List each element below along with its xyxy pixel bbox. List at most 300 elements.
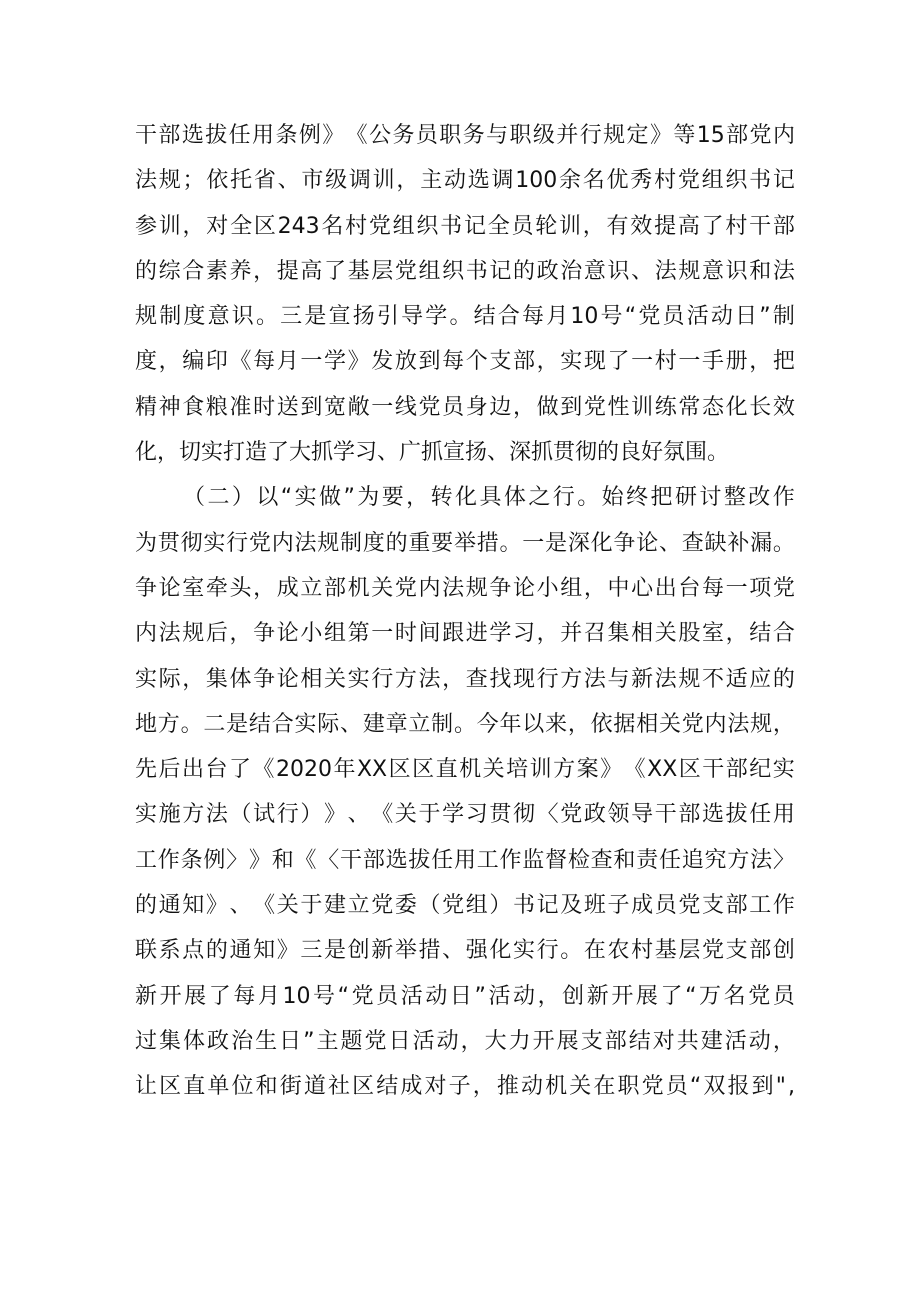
text-glyph: ， (460, 1028, 483, 1054)
text-glyph: 子 (607, 893, 630, 919)
text-glyph: 做 (536, 394, 559, 420)
text-glyph: 党 (394, 258, 417, 284)
text-glyph: 织 (416, 213, 439, 239)
text-glyph: 调 (491, 168, 514, 194)
text-glyph: 记 (489, 258, 512, 284)
text-glyph: 活 (488, 983, 511, 1009)
text-glyph: 在 (593, 1074, 616, 1100)
text-glyph: 了 (229, 757, 252, 783)
text-glyph: 养 (229, 258, 252, 284)
text-glyph: “ (280, 485, 293, 511)
text-glyph: 党 (248, 530, 271, 556)
text-glyph: 做 (319, 485, 342, 511)
text-line: 化，切实打造了大抓学习、广抓宣扬、深抓贯彻的良好氛围。 (135, 440, 730, 466)
paragraph-heading-line (135, 475, 795, 520)
text-glyph: 高 (300, 258, 323, 284)
text-glyph: 意 (583, 258, 606, 284)
text-glyph: 及 (560, 893, 583, 919)
text-glyph: 查 (681, 530, 704, 556)
text-glyph: 支 (580, 1028, 603, 1054)
text-glyph: 制 (772, 304, 795, 330)
text-glyph: 查 (465, 666, 488, 692)
text-glyph: 结 (248, 711, 271, 737)
text-glyph: 。 (449, 304, 472, 330)
text-glyph: 推 (496, 1074, 519, 1100)
text-glyph: 高 (677, 213, 700, 239)
text-glyph: 活 (686, 304, 709, 330)
text-glyph: 题 (340, 1028, 363, 1054)
text-glyph: 度 (135, 349, 158, 375)
text-glyph: 以 (256, 485, 279, 511)
text-glyph: 区 (678, 757, 701, 783)
text-glyph: 相 (300, 666, 323, 692)
text-glyph: 综 (158, 258, 181, 284)
text-glyph: 党 (681, 711, 704, 737)
text-glyph: 整 (723, 485, 746, 511)
text-glyph: 书 (513, 893, 536, 919)
text-glyph: 集 (159, 1028, 182, 1054)
text-glyph: 公 (369, 123, 392, 148)
text-glyph: 立 (300, 575, 323, 601)
text-glyph: 争 (253, 621, 276, 647)
text-glyph: 贯 (489, 802, 512, 828)
text-glyph: 关 (482, 757, 505, 783)
text-glyph: 动 (521, 1074, 544, 1100)
text-glyph: 每 (233, 983, 256, 1009)
text-glyph: 《 (229, 349, 252, 375)
text-glyph: 的 (513, 258, 536, 284)
text-glyph: 时 (253, 394, 276, 420)
text-glyph: 间 (418, 621, 441, 647)
text-glyph: 识 (725, 258, 748, 284)
text-glyph: 日 (388, 1028, 411, 1054)
text-glyph: 化 (489, 938, 512, 964)
text-glyph: 位 (231, 1074, 254, 1100)
text-glyph: 关 (324, 666, 347, 692)
text-glyph: ； (182, 168, 205, 194)
text-glyph: 、 (442, 938, 465, 964)
text-glyph: 作 (499, 847, 522, 873)
text-glyph: 》 (324, 802, 347, 828)
text-glyph: 生 (255, 1028, 278, 1054)
text-glyph: 部 (749, 938, 772, 964)
text-glyph: 相 (636, 711, 659, 737)
text-glyph: 级 (532, 123, 555, 148)
text-glyph: 党 (560, 802, 583, 828)
text-glyph: 月 (257, 983, 280, 1009)
text-glyph: 来 (545, 711, 568, 737)
text-glyph: 宣 (328, 304, 351, 330)
text-glyph: 等 (673, 123, 696, 148)
text-glyph: 党 (368, 213, 391, 239)
text-glyph: 参 (135, 213, 158, 239)
text-line (135, 1064, 795, 1109)
text-glyph: （ (418, 893, 441, 919)
text-glyph: 活 (400, 983, 423, 1009)
text-glyph: 号 (313, 983, 336, 1009)
text-glyph: 责 (636, 847, 659, 873)
text-glyph: 法 (442, 575, 465, 601)
text-glyph: 区 (159, 1074, 182, 1100)
text-glyph: 部 (725, 757, 748, 783)
text-glyph: 对 (652, 1028, 675, 1054)
text-glyph: 名 (582, 168, 605, 194)
text-glyph: 性 (607, 394, 630, 420)
text-line (135, 792, 795, 837)
text-glyph: 体 (503, 485, 526, 511)
text-glyph: 、 (631, 258, 654, 284)
text-glyph: 政 (583, 802, 606, 828)
text-glyph: 共 (676, 1028, 699, 1054)
text-glyph: 创 (347, 938, 370, 964)
text-glyph: 意 (702, 258, 725, 284)
text-glyph: 》 (276, 938, 299, 964)
text-glyph: 基 (654, 938, 677, 964)
text-glyph: 据 (613, 711, 636, 737)
text-glyph: ， (725, 621, 748, 647)
text-glyph: 学 (324, 349, 347, 375)
text-glyph: 规 (135, 304, 158, 330)
text-glyph: 政 (207, 1028, 230, 1054)
text-glyph: 月 (546, 304, 569, 330)
text-glyph: 到 (418, 349, 441, 375)
text-glyph: 员 (772, 983, 795, 1009)
text-glyph: 》 (248, 847, 271, 873)
text-glyph: 并 (556, 123, 579, 148)
text-glyph: 例 (298, 123, 321, 148)
text-glyph: 》 (600, 757, 623, 783)
text-glyph: 社 (328, 1074, 351, 1100)
text-glyph: 15 (696, 123, 725, 148)
text-glyph: 内 (704, 711, 727, 737)
text-glyph: 组 (324, 621, 347, 647)
text-glyph: 扬 (352, 304, 375, 330)
text-glyph: XX (356, 757, 388, 783)
text-glyph: " (775, 1074, 786, 1100)
text-glyph: 组 (560, 575, 583, 601)
text-glyph: 用 (453, 847, 476, 873)
text-glyph: 作 (772, 893, 795, 919)
text-glyph: 支 (702, 893, 725, 919)
text-glyph: 的 (205, 938, 228, 964)
text-glyph: 法 (205, 802, 228, 828)
text-glyph: 实 (294, 711, 317, 737)
text-glyph: 依 (206, 168, 229, 194)
text-glyph: 方 (394, 666, 417, 692)
text-glyph: 区 (412, 757, 435, 783)
text-glyph: 是 (324, 938, 347, 964)
text-glyph: 部 (726, 123, 749, 148)
text-glyph: ， (772, 711, 795, 737)
text-line (135, 339, 795, 384)
text-glyph: 贯 (157, 530, 180, 556)
text-glyph: 知 (253, 938, 276, 964)
text-glyph: 训 (559, 213, 582, 239)
text-glyph: 》 (205, 893, 228, 919)
text-glyph: 检 (567, 847, 590, 873)
text-glyph: 党 (641, 1074, 664, 1100)
text-glyph: 今 (476, 711, 499, 737)
text-glyph: XX (647, 757, 678, 783)
text-glyph: 党 (702, 938, 725, 964)
text-glyph: 究 (704, 847, 727, 873)
text-glyph: 强 (465, 938, 488, 964)
text-glyph: 务 (392, 123, 415, 148)
text-glyph: 》 (322, 123, 345, 148)
text-line (135, 158, 795, 203)
text-glyph: 争 (489, 575, 512, 601)
text-glyph: 让 (135, 1074, 158, 1100)
text-glyph: 用 (252, 123, 275, 148)
text-glyph: ） (489, 893, 512, 919)
text-glyph: 后 (205, 621, 228, 647)
text-glyph: 党 (351, 983, 374, 1009)
text-glyph: 册 (725, 349, 748, 375)
text-glyph: 每 (253, 349, 276, 375)
text-glyph: 实 (513, 938, 536, 964)
text-glyph: 身 (465, 394, 488, 420)
text-glyph: 行 (536, 666, 559, 692)
text-glyph: 领 (607, 802, 630, 828)
text-glyph: 员 (662, 304, 685, 330)
text-glyph: 书 (749, 168, 772, 194)
text-glyph: “ (624, 304, 637, 330)
text-glyph: 漏 (750, 530, 773, 556)
text-glyph: ” (474, 983, 486, 1009)
text-glyph: 干 (340, 847, 363, 873)
text-glyph: 名 (723, 983, 746, 1009)
text-glyph: 三 (300, 938, 323, 964)
text-glyph: 活 (724, 1028, 747, 1054)
text-glyph: 态 (702, 394, 725, 420)
text-glyph: 〈 (317, 847, 340, 873)
text-line (135, 747, 795, 792)
text-glyph: 是 (545, 530, 568, 556)
text-glyph: 通 (229, 938, 252, 964)
text-glyph: ， (749, 349, 772, 375)
text-glyph: 市 (301, 168, 324, 194)
text-glyph: 粮 (205, 394, 228, 420)
text-glyph: 效 (630, 213, 653, 239)
text-glyph: 大 (484, 1028, 507, 1054)
text-glyph: 头 (229, 575, 252, 601)
text-line (135, 385, 795, 430)
text-glyph: 化 (455, 485, 478, 511)
text-glyph: 联 (135, 938, 158, 964)
text-glyph: 有 (606, 213, 629, 239)
text-glyph: 识 (231, 304, 254, 330)
text-glyph: 内 (418, 575, 441, 601)
text-glyph: 一 (522, 530, 545, 556)
text-glyph: 。 (499, 530, 522, 556)
text-glyph: 结 (473, 304, 496, 330)
text-glyph: 〉 (772, 847, 795, 873)
text-glyph: 举 (453, 530, 476, 556)
text-glyph: 法 (727, 711, 750, 737)
text-glyph: 子 (448, 1074, 471, 1100)
text-glyph: 员 (654, 893, 677, 919)
text-glyph: 党 (418, 394, 441, 420)
text-glyph: 发 (371, 349, 394, 375)
text-glyph: 立 (408, 711, 431, 737)
text-glyph: 试 (253, 802, 276, 828)
text-glyph: ， (158, 349, 181, 375)
text-glyph: 党 (678, 893, 701, 919)
text-glyph: 部 (772, 213, 795, 239)
text-glyph: 进 (465, 621, 488, 647)
text-glyph: 优 (606, 168, 629, 194)
text-glyph: 部 (158, 123, 181, 148)
text-glyph: 二 (203, 711, 226, 737)
text-glyph: 新 (135, 983, 158, 1009)
text-glyph: 干 (749, 213, 772, 239)
text-glyph: 论 (636, 530, 659, 556)
text-glyph: 意 (207, 304, 230, 330)
text-glyph: 书 (440, 213, 463, 239)
text-glyph: 彻 (180, 530, 203, 556)
text-glyph: 班 (583, 893, 606, 919)
text-glyph: 补 (727, 530, 750, 556)
text-glyph: 结 (628, 1028, 651, 1054)
text-glyph: 直 (183, 1074, 206, 1100)
text-glyph: 部 (725, 893, 748, 919)
text-glyph: 党 (772, 575, 795, 601)
text-glyph: 边 (489, 394, 512, 420)
text-glyph: 行 (276, 802, 299, 828)
text-glyph: 轮 (535, 213, 558, 239)
text-glyph: 村 (654, 349, 677, 375)
text-glyph: 实 (135, 666, 158, 692)
text-glyph: 作 (157, 847, 180, 873)
text-glyph: 于 (418, 802, 441, 828)
text-glyph: 制 (340, 530, 363, 556)
text-glyph: 党 (394, 575, 417, 601)
text-glyph: 体 (229, 666, 252, 692)
text-glyph: 用 (772, 802, 795, 828)
text-glyph: 提 (654, 213, 677, 239)
text-glyph: 一 (300, 349, 323, 375)
text-glyph: 际 (317, 711, 340, 737)
text-glyph: 工 (476, 847, 499, 873)
text-glyph: 体 (183, 1028, 206, 1054)
text-glyph: 余 (559, 168, 582, 194)
text-glyph: ， (472, 1074, 495, 1100)
text-glyph: 区 (388, 757, 411, 783)
text-glyph: 牵 (205, 575, 228, 601)
text-glyph: （ (229, 802, 252, 828)
text-glyph: 措 (476, 530, 499, 556)
text-glyph: 例 (203, 847, 226, 873)
text-glyph: 识 (607, 258, 630, 284)
text-glyph: 法 (772, 258, 795, 284)
text-glyph: 跟 (442, 621, 465, 647)
text-glyph: 规 (678, 666, 701, 692)
text-glyph: 争 (253, 666, 276, 692)
text-glyph: ， (229, 621, 252, 647)
text-glyph: 、 (277, 168, 300, 194)
text-glyph: 放 (394, 349, 417, 375)
text-glyph: 部 (324, 575, 347, 601)
text-glyph: 动 (443, 168, 466, 194)
text-glyph: 点 (182, 938, 205, 964)
text-glyph: ， (182, 666, 205, 692)
text-line (135, 113, 795, 158)
text-glyph: 调 (348, 168, 371, 194)
text-line (135, 928, 795, 973)
text-glyph: 织 (442, 258, 465, 284)
text-line (135, 611, 795, 656)
text-glyph: 。 (453, 711, 476, 737)
text-glyph: 法 (583, 666, 606, 692)
text-glyph: 一 (371, 394, 394, 420)
text-line (135, 1019, 795, 1064)
text-glyph: 在 (583, 938, 606, 964)
text-glyph: 、 (658, 530, 681, 556)
text-glyph: 行 (579, 123, 602, 148)
text-glyph: 宽 (324, 394, 347, 420)
text-glyph: 创 (562, 983, 585, 1009)
text-glyph: 展 (556, 1028, 579, 1054)
text-glyph: 法 (654, 258, 677, 284)
text-glyph: 选 (385, 847, 408, 873)
text-glyph: 层 (371, 258, 394, 284)
text-glyph: 结 (749, 621, 772, 647)
text-glyph: 召 (583, 621, 606, 647)
text-line (135, 702, 795, 747)
text-glyph: 应 (749, 666, 772, 692)
text-glyph: 现 (513, 666, 536, 692)
text-glyph: 干 (135, 123, 158, 148)
text-glyph: 研 (674, 485, 697, 511)
text-glyph: 缺 (704, 530, 727, 556)
text-glyph: 干 (654, 802, 677, 828)
text-glyph: 职 (439, 123, 462, 148)
text-glyph: 方 (727, 847, 750, 873)
text-glyph: 务 (462, 123, 485, 148)
text-glyph: 对 (206, 213, 229, 239)
text-glyph: 党 (583, 394, 606, 420)
text-glyph: 训 (158, 213, 181, 239)
text-glyph: 动 (436, 1028, 459, 1054)
text-glyph: 手 (702, 349, 725, 375)
text-glyph: 敞 (347, 394, 370, 420)
text-glyph: 条 (275, 123, 298, 148)
text-glyph: 精 (135, 394, 158, 420)
text-glyph: 机 (545, 1074, 568, 1100)
text-glyph: 制 (159, 304, 182, 330)
text-glyph: 机 (459, 757, 482, 783)
text-glyph: 年 (499, 711, 522, 737)
text-glyph: 委 (394, 893, 417, 919)
text-glyph: 规 (603, 123, 626, 148)
text-glyph: ， (537, 983, 560, 1009)
text-glyph: 化 (590, 530, 613, 556)
text-line (135, 974, 795, 1019)
text-glyph: （ (183, 485, 206, 511)
text-glyph: 以 (522, 711, 545, 737)
text-glyph: 纪 (749, 757, 772, 783)
text-glyph: 和 (749, 258, 772, 284)
text-glyph: 关 (658, 711, 681, 737)
text-glyph: 党 (364, 1028, 387, 1054)
text-glyph: 秀 (630, 168, 653, 194)
text-glyph: 托 (230, 168, 253, 194)
text-glyph: 彻 (513, 802, 536, 828)
text-glyph: 规 (182, 621, 205, 647)
text-glyph: ， (253, 258, 276, 284)
text-glyph: 党 (749, 123, 772, 148)
text-glyph: 组 (465, 893, 488, 919)
